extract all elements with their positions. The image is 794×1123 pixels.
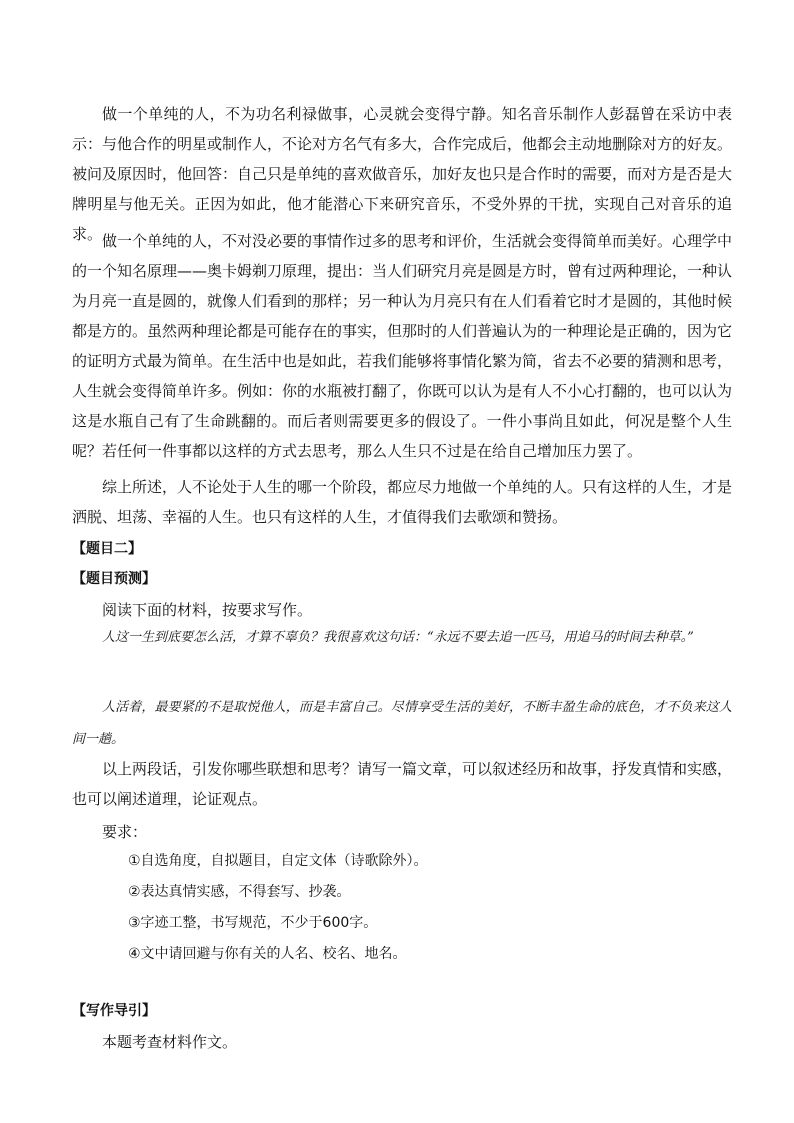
material-quote-2: 人活着，最要紧的不是取悦他人，而是丰富自己。尽情享受生活的美好，不断丰盈生命的底色，才不负来这人间一趟。 (72, 700, 732, 747)
instruction-text: 阅读下面的材料，按要求写作。 (102, 601, 313, 619)
writing-guide-text: 本题考查材料作文。 (102, 1033, 238, 1051)
material-quote-1: 人这一生到底要怎么活，才算不辜负？我很喜欢这句话：“永远不要去追一匹马，用追马的时间去种草。” (102, 630, 694, 645)
topic-2-heading: 【题目二】 (72, 541, 142, 557)
essay-paragraph-1: 做一个单纯的人，不为功名利禄做事，心灵就会变得宁静。知名音乐制作人彭磊曾在采访中表示：与他合作的明星或制作人，不论对方名气有多大，合作完成后，他都会主动地删除对方的好友。被问及原因时，他回答：自己只是单纯的喜欢做音乐，加好友也只是合作时的需要，而对方是否是大牌明星与他无关。正因为如此，他才能潜心下来研究音乐，不受外界的干扰，实现自己对音乐的追求。 (72, 105, 733, 243)
requirement-1: ①自选角度，自拟题目，自定文体（诗歌除外）。 (128, 853, 428, 869)
requirement-3: ③字迹工整，书写规范，不少于600字。 (128, 915, 378, 931)
essay-paragraph-3: 综上所述，人不论处于人生的哪一个阶段，都应尽力地做一个单纯的人。只有这样的人生，才是洒脱、坦荡、幸福的人生。也只有这样的人生，才值得我们去歌颂和赞扬。 (72, 478, 733, 526)
requirement-4: ④文中请回避与你有关的人名、校名、地名。 (128, 946, 407, 962)
topic-predict-heading: 【题目预测】 (72, 571, 156, 587)
requirement-2: ②表达真情实感，不得套写、抄袭。 (128, 884, 351, 900)
writing-guide-heading: 【写作导引】 (72, 1003, 156, 1019)
requirements-label: 要求： (102, 823, 148, 841)
writing-prompt: 以上两段话，引发你哪些联想和思考？请写一篇文章，可以叙述经历和故事，抒发真情和实感，也可以阐述道理，论证观点。 (72, 760, 733, 808)
essay-paragraph-2: 做一个单纯的人，不对没必要的事情作过多的思考和评价，生活就会变得简单而美好。心理学中的一个知名原理——奥卡姆剃刀原理，提出：当人们研究月亮是圆是方时，曾有过两种理论，一种认为月亮一直是圆的，就像人们看到的那样；另一种认为月亮只有在人们看着它时才是圆的，其他时候都是方的。虽然两种理论都是可能存在的事实，但那时的人们普遍认为的一种理论是正确的，因为它的证明方式最为简单。在生活中也是如此，若我们能够将事情化繁为简，省去不必要的猜测和思考，人生就会变得简单许多。例如：你的水瓶被打翻了，你既可以认为是有人不小心打翻的，也可以认为这是水瓶自己有了生命跳翻的。而后者则需要更多的假设了。一件小事尚且如此，何况是整个人生呢？若任何一件事都以这样的方式去思考，那么人生只不过是在给自己增加压力罢了。 (72, 232, 733, 460)
